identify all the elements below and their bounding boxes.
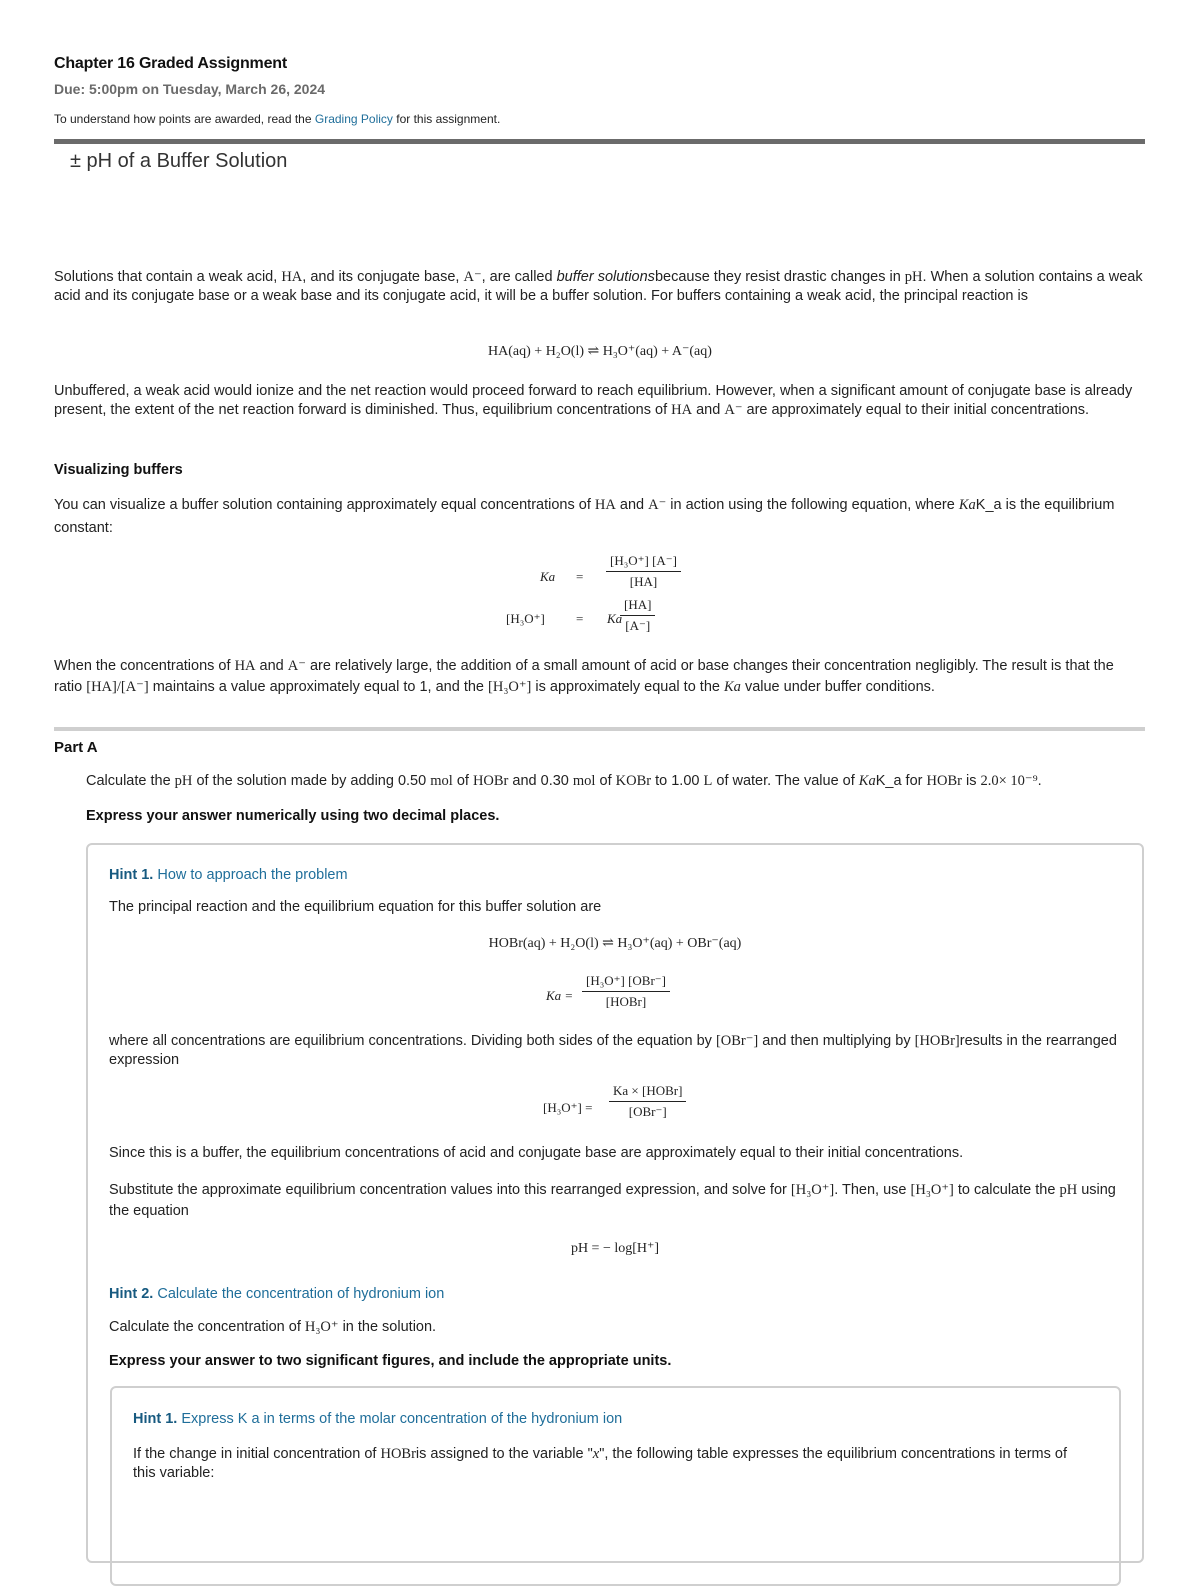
part-a-instruction: Express your answer numerically using two decimal places. <box>86 808 500 824</box>
symbol-h3o: [H₃O⁺] <box>488 679 532 695</box>
grading-policy-notice <box>54 112 500 126</box>
part-a-label: Part A <box>54 739 98 756</box>
ka-symbol: Ka <box>540 569 556 584</box>
text: When the concentrations of <box>54 658 231 674</box>
text: and <box>619 497 645 513</box>
text: are relatively large, the addition of a small amount of acid or base changes their concentration negligibly. The result is that the ratio <box>54 658 1114 695</box>
text: value under buffer conditions. <box>744 679 935 695</box>
hint-1-rearrange-text <box>109 1032 1119 1070</box>
rearranged-equation <box>543 1083 703 1127</box>
symbol-kobr: KOBr <box>615 773 652 789</box>
text: and <box>259 658 284 674</box>
text: to calculate the <box>957 1182 1056 1198</box>
text: and <box>696 402 721 418</box>
text: results in the rearranged expression <box>109 1033 1117 1068</box>
text: Calculate the <box>86 773 171 789</box>
symbol-hobr-conc: [HOBr] <box>914 1033 960 1049</box>
problem-title: ± pH of a Buffer Solution <box>70 150 288 172</box>
symbol-ph: pH <box>174 773 193 789</box>
symbol-h3o: [H₃O⁺] <box>910 1182 954 1198</box>
nested-hint-1-text <box>133 1445 1093 1483</box>
text: If the change in initial concentration of <box>133 1446 377 1462</box>
symbol-ha: HA <box>234 658 256 674</box>
text: of the solution made by adding 0.50 <box>196 773 427 789</box>
symbol-a-minus: A⁻ <box>287 658 306 674</box>
ka-equals: Ka = <box>546 988 574 1003</box>
text: because they resist drastic changes in <box>654 269 901 285</box>
fraction-denominator: [OBr⁻] <box>609 1101 686 1120</box>
visualizing-paragraph <box>54 494 1144 540</box>
hint-2-text <box>109 1318 436 1337</box>
policy-text-after: for this assignment. <box>396 112 501 126</box>
text: and then multiplying by <box>762 1033 911 1049</box>
text: , and its conjugate base, <box>302 269 460 285</box>
hint-1-buffer-text: Since this is a buffer, the equilibrium concentrations of acid and conjugate base are approximately equal to their initial concentrations. <box>109 1145 964 1161</box>
symbol-hobr: HOBr <box>380 1446 416 1462</box>
symbol-hobr: HOBr <box>472 773 509 789</box>
symbol-a-minus: A⁻ <box>463 269 482 285</box>
text: in action using the following equation, where <box>670 497 955 513</box>
text: is the equilibrium constant: <box>54 497 1115 536</box>
symbol-ka: Ka <box>858 773 876 789</box>
term-buffer-solutions: buffer solutions <box>556 269 655 285</box>
hint-title: Calculate the concentration of hydronium ion <box>157 1286 445 1302</box>
hobr-reaction-equation: HOBr(aq) + H₂O(l) ⇌ H₃O⁺(aq) + OBr⁻(aq) <box>488 936 742 951</box>
nested-hint-1-toggle[interactable] <box>133 1411 622 1427</box>
hint-number: Hint 1. <box>109 867 154 883</box>
hint-number: Hint 1. <box>133 1411 178 1427</box>
part-a-question <box>86 772 1146 791</box>
hint-1-toggle[interactable] <box>109 867 348 883</box>
text: of <box>599 773 612 789</box>
symbol-a-minus: A⁻ <box>648 497 667 513</box>
hint-1-text: The principal reaction and the equilibrium equation for this buffer solution are <box>109 899 602 915</box>
fraction-denominator: [HA] <box>606 571 681 590</box>
ka-fraction <box>582 973 670 1010</box>
symbol-a-minus: A⁻ <box>724 402 743 418</box>
hobr-ka-equation <box>546 973 696 1017</box>
hint-2-instruction: Express your answer to two significant figures, and include the appropriate units. <box>109 1353 672 1369</box>
text: . Then, use <box>834 1182 907 1198</box>
text: and 0.30 <box>512 773 569 789</box>
symbol-obr: [OBr⁻] <box>715 1033 759 1049</box>
fraction-numerator: Ka × [HOBr] <box>613 1083 683 1098</box>
text: is assigned to the variable " <box>415 1446 593 1462</box>
text: using the equation <box>109 1182 1116 1219</box>
unit-liter: L <box>703 773 713 789</box>
text: where all concentrations are equilibrium concentrations. Dividing both sides of the equation by <box>109 1033 712 1049</box>
text: You can visualize a buffer solution containing approximately equal concentrations of <box>54 497 591 513</box>
symbol-ratio: [HA]/[A⁻] <box>86 679 149 695</box>
buffer-conditions-paragraph <box>54 656 1144 698</box>
ha-over-a-fraction <box>620 597 655 634</box>
ka-equation <box>530 553 710 593</box>
text: , are called <box>481 269 553 285</box>
visualizing-buffers-heading: Visualizing buffers <box>54 462 183 478</box>
rearranged-fraction <box>609 1083 686 1120</box>
assignment-title: Chapter 16 Graded Assignment <box>54 55 287 72</box>
h3o-equation <box>506 597 706 641</box>
text: is approximately equal to the <box>535 679 720 695</box>
raw-ka-text: K_a <box>975 497 1002 513</box>
symbol-ka: Ka <box>958 497 976 513</box>
ph-equation: pH = − log[H⁺] <box>570 1241 660 1256</box>
text: Substitute the approximate equilibrium concentration values into this rearranged expression, and solve for <box>109 1182 787 1198</box>
symbol-ha: HA <box>281 269 303 285</box>
text: of <box>456 773 469 789</box>
symbol-hobr: HOBr <box>926 773 962 789</box>
symbol-ph: pH <box>904 269 923 285</box>
unbuffered-paragraph <box>54 382 1144 420</box>
symbol-ph: pH <box>1059 1182 1078 1198</box>
h3o-symbol: [H₃O⁺] <box>506 611 545 626</box>
grading-policy-link[interactable]: Grading Policy <box>314 112 393 126</box>
text: for <box>905 773 923 789</box>
unit-mol: mol <box>572 773 596 789</box>
raw-ka-text: K_a <box>875 773 902 789</box>
fraction-denominator: [A⁻] <box>620 615 655 634</box>
text: . <box>1037 773 1042 789</box>
hint-number: Hint 2. <box>109 1286 154 1302</box>
symbol-ha: HA <box>594 497 616 513</box>
buffer-reaction-equation: HA(aq) + H₂O(l) ⇌ H₃O⁺(aq) + A⁻(aq) <box>488 344 712 359</box>
text: maintains a value approximately equal to 1, and the <box>152 679 484 695</box>
text: Calculate the concentration of <box>109 1319 301 1335</box>
fraction-numerator: [H₃O⁺] [A⁻] <box>610 553 677 568</box>
policy-text-before: To understand how points are awarded, read the <box>54 112 312 126</box>
equals-sign: = <box>576 611 584 626</box>
equals-sign: = <box>576 569 584 584</box>
text: Solutions that contain a weak acid, <box>54 269 278 285</box>
h3o-equals: [H₃O⁺] = <box>543 1100 593 1115</box>
text: . When a solution contains a weak acid and its conjugate base or a weak base and its conjugate acid, it will be a buffer solution. For buffers containing a weak acid, the principal reaction is <box>54 269 1143 304</box>
hint-1-substitute-text <box>109 1180 1119 1222</box>
fraction-numerator: [HA] <box>624 597 652 612</box>
text: is <box>965 773 977 789</box>
text: ", the following table expresses the equilibrium concentrations in terms of this variable: <box>133 1446 1067 1481</box>
part-divider <box>54 727 1145 731</box>
fraction-numerator: [H₃O⁺] [OBr⁻] <box>586 973 666 988</box>
text: Unbuffered, a weak acid would ionize and the net reaction would proceed forward to reach equilibrium. However, when a significant amount of conjugate base is already present, the extent of the net reaction forward is diminished. Thus, equilibrium concentrations of <box>54 383 1133 418</box>
symbol-ka: Ka <box>723 679 741 695</box>
ka-symbol: Ka <box>607 611 623 626</box>
text: are approximately equal to their initial concentrations. <box>746 402 1090 418</box>
text: of water. The value of <box>716 773 855 789</box>
hint-title: Express K a in terms of the molar concentration of the hydronium ion <box>181 1411 623 1427</box>
text: in the solution. <box>342 1319 437 1335</box>
intro-paragraph <box>54 268 1144 306</box>
symbol-h3o: [H₃O⁺] <box>790 1182 835 1198</box>
ka-fraction <box>606 553 681 590</box>
header-divider <box>54 139 1145 144</box>
symbol-x: x <box>592 1446 600 1462</box>
symbol-h3o: H₃O⁺ <box>304 1319 339 1335</box>
due-date: Due: 5:00pm on Tuesday, March 26, 2024 <box>54 81 326 97</box>
symbol-ha: HA <box>671 402 693 418</box>
text: to 1.00 <box>655 773 700 789</box>
hint-2-toggle[interactable] <box>109 1286 444 1302</box>
unit-mol: mol <box>430 773 453 789</box>
fraction-denominator: [HOBr] <box>582 991 670 1010</box>
ka-value: 2.0× 10⁻⁹ <box>980 773 1038 789</box>
hint-title: How to approach the problem <box>157 867 348 883</box>
